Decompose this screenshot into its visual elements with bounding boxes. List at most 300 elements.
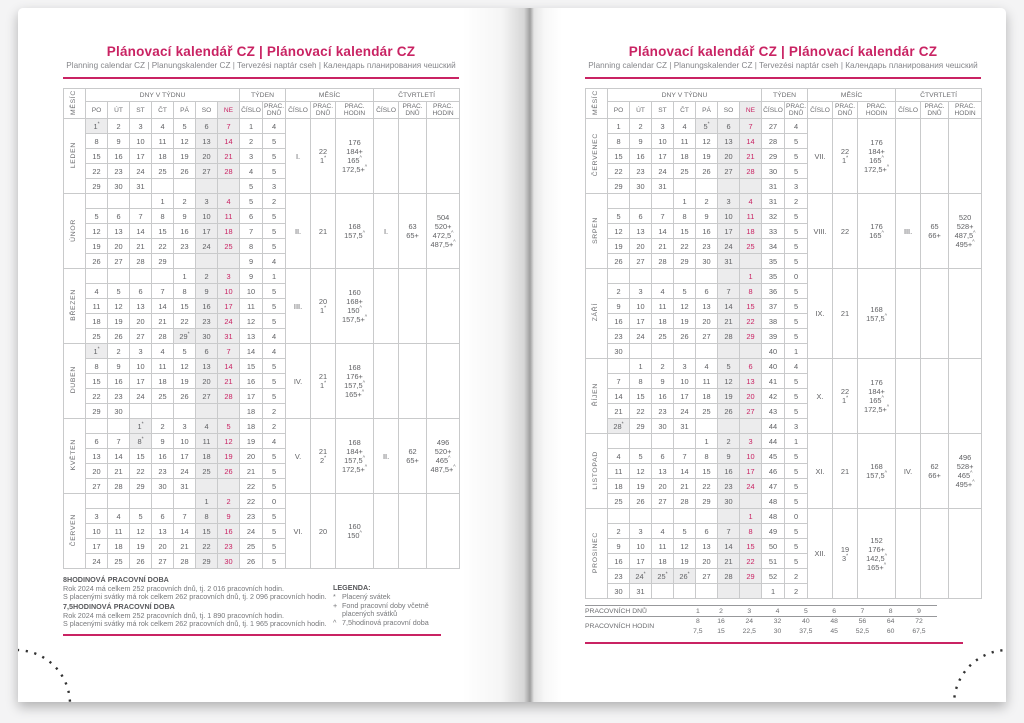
- week-workdays-cell: 5: [785, 164, 808, 179]
- day-cell: 30: [652, 419, 674, 434]
- legend-symbol: ^: [333, 618, 337, 628]
- day-cell: 17: [740, 464, 762, 479]
- workhours-8h-value: 40: [802, 618, 810, 626]
- day-cell: 14: [108, 449, 130, 464]
- week-workdays-cell: 5: [785, 404, 808, 419]
- week-workdays-cell: 5: [263, 224, 286, 239]
- week-number-cell: 47: [762, 479, 785, 494]
- days-of-week-group-header: DNY V TÝDNU: [86, 89, 240, 102]
- quarter-number-cell: [374, 119, 399, 194]
- week-number-cell: 51: [762, 554, 785, 569]
- day-cell: 14: [652, 224, 674, 239]
- quarter-workdays-cell: 65 66+: [921, 194, 949, 269]
- day-cell: 14: [130, 224, 152, 239]
- workhours-8h-value: 72: [915, 618, 923, 626]
- page-subtitle: Planning calendar CZ | Planungskalender CZ | Tervezési naptár cseh | Календарь планирования чешский: [66, 61, 456, 70]
- week-workdays-cell: 1: [263, 269, 286, 284]
- day-cell: 27: [652, 494, 674, 509]
- week-number-cell: 18: [240, 404, 263, 419]
- day-cell: 16: [608, 314, 630, 329]
- day-cell: 14: [718, 299, 740, 314]
- day-cell: 4: [652, 524, 674, 539]
- quarter-workhours-cell: [427, 344, 460, 419]
- week-workdays-cell: 2: [785, 569, 808, 584]
- day-cell: 30: [196, 329, 218, 344]
- day-cell: 1: [696, 434, 718, 449]
- month-workdays-cell: 21 2*: [311, 419, 336, 494]
- day-header: ÚT: [108, 102, 130, 119]
- day-header: PÁ: [174, 102, 196, 119]
- day-cell: 25: [108, 554, 130, 569]
- day-cell: 21: [718, 314, 740, 329]
- day-cell: 24: [86, 554, 108, 569]
- day-cell: 1*: [86, 344, 108, 359]
- workdays-value: 9: [901, 606, 937, 617]
- day-cell: [718, 419, 740, 434]
- quarter-workdays-cell: 62 65+: [399, 419, 427, 494]
- title-rule: [585, 77, 981, 79]
- day-cell: 30: [630, 179, 652, 194]
- day-cell: 13: [152, 524, 174, 539]
- day-cell: [152, 269, 174, 284]
- month-workdays-cell: 21: [833, 269, 858, 359]
- day-header: SO: [718, 102, 740, 119]
- day-cell: 3: [630, 524, 652, 539]
- day-cell: 1: [608, 119, 630, 134]
- month-number-cell: IX.: [808, 269, 833, 359]
- sub-header: ČÍSLO: [286, 102, 311, 119]
- day-cell: 27: [196, 164, 218, 179]
- day-cell: 29: [740, 329, 762, 344]
- day-cell: 16: [218, 524, 240, 539]
- day-cell: [108, 494, 130, 509]
- day-cell: 24: [218, 314, 240, 329]
- week-number-cell: 52: [762, 569, 785, 584]
- quarter-group-header: ČTVRTLETÍ: [374, 89, 460, 102]
- week-number-cell: 1: [762, 584, 785, 599]
- day-cell: 26: [174, 389, 196, 404]
- day-cell: 16: [718, 464, 740, 479]
- day-cell: 8: [608, 134, 630, 149]
- day-cell: [174, 494, 196, 509]
- week-number-cell: 39: [762, 329, 785, 344]
- day-cell: 13: [196, 359, 218, 374]
- month-number-cell: II.: [286, 194, 311, 269]
- day-cell: 5: [718, 359, 740, 374]
- day-cell: 4: [196, 419, 218, 434]
- week-workdays-cell: 5: [263, 464, 286, 479]
- workhours-8h-value: 48: [830, 618, 838, 626]
- day-cell: 28: [218, 164, 240, 179]
- day-cell: 29: [130, 479, 152, 494]
- day-cell: 14: [174, 524, 196, 539]
- week-workdays-cell: 2: [263, 419, 286, 434]
- quarter-workdays-cell: 63 65+: [399, 194, 427, 269]
- day-cell: 19: [174, 149, 196, 164]
- day-cell: 25: [652, 329, 674, 344]
- week-workdays-cell: 5: [263, 524, 286, 539]
- sub-header: ČÍSLO: [374, 102, 399, 119]
- day-cell: 20: [196, 149, 218, 164]
- day-cell: 12: [86, 224, 108, 239]
- day-cell: 16: [174, 224, 196, 239]
- day-cell: [86, 194, 108, 209]
- day-cell: 26: [108, 329, 130, 344]
- day-cell: 28: [174, 554, 196, 569]
- legend-symbol: *: [333, 591, 336, 601]
- day-cell: 3: [674, 359, 696, 374]
- day-cell: [630, 194, 652, 209]
- quarter-workhours-cell: [427, 269, 460, 344]
- sub-header: PRAC. DNŮ: [399, 102, 427, 119]
- footer-line: Rok 2024 má celkem 252 pracovních dnů, tj. 1 890 pracovních hodin.: [63, 610, 284, 620]
- day-cell: 23: [608, 329, 630, 344]
- day-cell: 20: [196, 374, 218, 389]
- day-cell: 21: [130, 239, 152, 254]
- week-workdays-cell: 2: [263, 194, 286, 209]
- day-cell: 16: [108, 374, 130, 389]
- workdays-value: 1: [685, 606, 711, 617]
- day-cell: 30: [696, 254, 718, 269]
- week-workdays-cell: 5: [263, 509, 286, 524]
- day-cell: 23: [152, 464, 174, 479]
- day-cell: 12: [174, 134, 196, 149]
- day-cell: 25: [740, 239, 762, 254]
- month-group-header: MĚSÍC: [286, 89, 374, 102]
- day-cell: 22: [608, 164, 630, 179]
- day-cell: 23: [652, 404, 674, 419]
- legend-text: 7,5hodinová pracovní doba: [342, 618, 429, 628]
- day-cell: 8: [740, 524, 762, 539]
- working-hours-summary: [585, 605, 981, 637]
- month-name: ČERVENEC: [586, 119, 608, 194]
- day-cell: 17: [86, 539, 108, 554]
- legend-title: LEGENDA:: [333, 583, 371, 592]
- week-workdays-cell: 5: [785, 389, 808, 404]
- day-cell: 18: [608, 479, 630, 494]
- day-cell: 18: [652, 314, 674, 329]
- day-cell: 2: [218, 494, 240, 509]
- workdays-row: [585, 606, 937, 617]
- day-cell: 1: [674, 194, 696, 209]
- day-cell: 20: [108, 239, 130, 254]
- day-cell: [196, 254, 218, 269]
- week-number-cell: 20: [240, 449, 263, 464]
- day-cell: 8: [696, 449, 718, 464]
- quarter-workhours-cell: [427, 119, 460, 194]
- week-workdays-cell: 5: [263, 299, 286, 314]
- quarter-workdays-cell: [921, 269, 949, 359]
- week-workdays-cell: 4: [263, 119, 286, 134]
- day-cell: 4: [108, 509, 130, 524]
- day-cell: 28: [652, 254, 674, 269]
- day-cell: 24: [630, 329, 652, 344]
- day-cell: 17: [652, 149, 674, 164]
- week-workdays-cell: 1: [785, 434, 808, 449]
- day-cell: [696, 584, 718, 599]
- day-cell: 13: [630, 224, 652, 239]
- day-cell: 17: [718, 224, 740, 239]
- week-workdays-cell: 5: [263, 134, 286, 149]
- week-row: [64, 194, 460, 209]
- day-cell: 21: [718, 554, 740, 569]
- day-cell: 30: [608, 584, 630, 599]
- month-workdays-cell: 21: [311, 194, 336, 269]
- day-cell: 22: [630, 404, 652, 419]
- quarter-number-cell: [374, 344, 399, 419]
- week-number-cell: 22: [240, 479, 263, 494]
- day-cell: 2: [652, 359, 674, 374]
- week-workdays-cell: 5: [785, 254, 808, 269]
- legend-item: [333, 619, 460, 628]
- day-cell: 4: [152, 344, 174, 359]
- day-cell: 19: [174, 374, 196, 389]
- week-workdays-cell: 5: [263, 554, 286, 569]
- day-cell: [218, 179, 240, 194]
- day-cell: 12: [696, 134, 718, 149]
- day-cell: 31: [630, 584, 652, 599]
- week-workdays-cell: 4: [263, 434, 286, 449]
- corner-perforation-dots-left: [18, 634, 86, 702]
- week-number-cell: 42: [762, 389, 785, 404]
- quarter-workhours-cell: 504 520+ 472,5^ 487,5+^: [427, 194, 460, 269]
- day-cell: 2: [696, 194, 718, 209]
- day-cell: 5: [108, 284, 130, 299]
- day-cell: 18: [196, 449, 218, 464]
- day-cell: 5: [130, 509, 152, 524]
- day-cell: [718, 584, 740, 599]
- week-workdays-cell: 5: [785, 449, 808, 464]
- day-cell: 10: [218, 284, 240, 299]
- day-cell: 3: [86, 509, 108, 524]
- day-cell: 17: [174, 449, 196, 464]
- day-cell: 6: [630, 209, 652, 224]
- day-cell: 12: [608, 224, 630, 239]
- day-cell: 11: [218, 209, 240, 224]
- week-group-header: TÝDEN: [240, 89, 286, 102]
- week-number-cell: 28: [762, 134, 785, 149]
- month-name: SRPEN: [586, 194, 608, 269]
- week-workdays-cell: 0: [785, 509, 808, 524]
- sub-header: PRAC. DNŮ: [785, 103, 807, 117]
- week-number-cell: 36: [762, 284, 785, 299]
- day-cell: 14: [218, 359, 240, 374]
- day-cell: 22: [740, 554, 762, 569]
- day-cell: 27: [108, 254, 130, 269]
- day-cell: 9: [652, 374, 674, 389]
- day-cell: 10: [630, 539, 652, 554]
- week-row: [64, 419, 460, 434]
- day-cell: 3: [718, 194, 740, 209]
- day-cell: [696, 179, 718, 194]
- day-cell: [652, 269, 674, 284]
- day-cell: 6: [108, 209, 130, 224]
- week-number-cell: 7: [240, 224, 263, 239]
- day-cell: 24: [718, 239, 740, 254]
- day-cell: 17: [630, 554, 652, 569]
- month-workdays-cell: 22 1*: [311, 119, 336, 194]
- day-cell: 9: [696, 209, 718, 224]
- day-cell: 14: [218, 134, 240, 149]
- quarter-workdays-cell: [921, 119, 949, 194]
- day-cell: 1*: [86, 119, 108, 134]
- month-workhours-cell: 168 157,5^: [858, 434, 896, 509]
- day-cell: 9: [174, 209, 196, 224]
- sub-header: PRAC. DNŮ: [921, 102, 949, 119]
- day-cell: 1: [630, 359, 652, 374]
- quarter-workhours-cell: 520 528+ 487,5^ 495+^: [949, 194, 982, 269]
- week-number-cell: 12: [240, 314, 263, 329]
- day-cell: 18: [86, 314, 108, 329]
- week-number-cell: 1: [240, 119, 263, 134]
- day-cell: [608, 194, 630, 209]
- day-cell: 24: [174, 464, 196, 479]
- week-group-header: TÝDEN: [762, 89, 808, 102]
- quarter-workdays-cell: [921, 359, 949, 434]
- day-cell: 18: [674, 149, 696, 164]
- day-cell: 29: [674, 254, 696, 269]
- sub-header: PRAC. HODIN: [858, 102, 896, 119]
- day-cell: 2: [108, 119, 130, 134]
- day-cell: 23: [218, 539, 240, 554]
- day-cell: 21: [218, 149, 240, 164]
- day-cell: 19: [718, 389, 740, 404]
- day-cell: 6: [696, 284, 718, 299]
- day-cell: [674, 584, 696, 599]
- day-cell: 4: [740, 194, 762, 209]
- workhours-8h-value: 24: [745, 618, 754, 626]
- day-cell: 21: [652, 239, 674, 254]
- week-number-cell: 35: [762, 254, 785, 269]
- week-number-cell: 48: [762, 494, 785, 509]
- day-cell: 22: [696, 479, 718, 494]
- day-cell: 29: [740, 569, 762, 584]
- day-cell: 19: [130, 539, 152, 554]
- week-number-cell: 10: [240, 284, 263, 299]
- day-cell: 1: [740, 269, 762, 284]
- week-workdays-cell: 0: [263, 494, 286, 509]
- quarter-workhours-cell: [427, 494, 460, 569]
- day-cell: 12: [218, 434, 240, 449]
- day-cell: 30: [152, 479, 174, 494]
- week-workdays-cell: 1: [785, 344, 808, 359]
- week-row: [586, 269, 982, 284]
- workhours-7-5h-value: 15: [717, 628, 725, 635]
- day-cell: [696, 509, 718, 524]
- day-cell: 2: [152, 419, 174, 434]
- day-cell: 17: [674, 389, 696, 404]
- day-cell: [196, 179, 218, 194]
- day-cell: 17: [130, 149, 152, 164]
- quarter-workdays-cell: [399, 494, 427, 569]
- sub-header: PRAC. HODIN: [336, 102, 374, 119]
- week-workdays-cell: 4: [263, 344, 286, 359]
- day-cell: 4: [674, 119, 696, 134]
- day-cell: 17: [196, 224, 218, 239]
- day-cell: 29: [696, 494, 718, 509]
- day-cell: 2: [108, 344, 130, 359]
- quarter-workhours-cell: 496 528+ 465^ 495+^: [949, 434, 982, 509]
- day-cell: 27: [740, 404, 762, 419]
- quarter-workhours-cell: [949, 119, 982, 194]
- week-workdays-cell: 4: [785, 119, 808, 134]
- day-cell: 25: [696, 404, 718, 419]
- workhours-7-5h-value: 37,5: [799, 628, 813, 635]
- day-cell: 15: [152, 224, 174, 239]
- week-workdays-cell: 5: [785, 374, 808, 389]
- week-number-cell: 5: [240, 179, 263, 194]
- day-cell: 12: [630, 464, 652, 479]
- quarter-number-cell: II.: [374, 419, 399, 494]
- month-number-cell: VII.: [808, 119, 833, 194]
- page-title: Plánovací kalendář CZ | Plánovací kalendár CZ: [106, 44, 416, 59]
- legend-text: Fond pracovní doby včetně placených svátků: [342, 600, 429, 619]
- day-cell: [740, 494, 762, 509]
- day-cell: 24: [130, 164, 152, 179]
- quarter-number-cell: I.: [374, 194, 399, 269]
- workhours-8h-value: 64: [886, 618, 895, 626]
- day-cell: 31: [718, 254, 740, 269]
- week-workdays-cell: 5: [785, 239, 808, 254]
- day-cell: 15: [740, 539, 762, 554]
- day-cell: 15: [740, 299, 762, 314]
- quarter-workhours-cell: 496 520+ 465^ 487,5+^: [427, 419, 460, 494]
- day-cell: 13: [130, 299, 152, 314]
- month-workhours-cell: 168 176+ 157,5^ 165+^: [336, 344, 374, 419]
- day-cell: 26: [218, 464, 240, 479]
- day-cell: 26: [174, 164, 196, 179]
- day-cell: [218, 479, 240, 494]
- day-cell: 26: [608, 254, 630, 269]
- day-cell: [718, 179, 740, 194]
- day-cell: 11: [608, 464, 630, 479]
- day-cell: 13: [718, 134, 740, 149]
- day-cell: 28: [718, 329, 740, 344]
- day-cell: 20: [740, 389, 762, 404]
- quarter-number-cell: [896, 269, 921, 359]
- day-cell: 15: [630, 389, 652, 404]
- day-header: PO: [608, 102, 630, 119]
- month-number-cell: III.: [286, 269, 311, 344]
- day-cell: 15: [608, 149, 630, 164]
- day-cell: 11: [740, 209, 762, 224]
- day-cell: 25: [608, 494, 630, 509]
- page-right: [512, 8, 1006, 702]
- day-cell: 11: [196, 434, 218, 449]
- month-workdays-cell: 22: [833, 194, 858, 269]
- month-workdays-cell: 20: [311, 494, 336, 569]
- day-cell: 12: [718, 374, 740, 389]
- day-cell: 18: [152, 149, 174, 164]
- week-number-cell: 46: [762, 464, 785, 479]
- day-cell: 8: [152, 209, 174, 224]
- day-cell: 7: [652, 209, 674, 224]
- day-cell: [696, 269, 718, 284]
- day-cell: 13: [652, 464, 674, 479]
- day-header: ST: [130, 102, 152, 119]
- month-number-cell: VI.: [286, 494, 311, 569]
- month-number-cell: IV.: [286, 344, 311, 419]
- day-cell: 31: [174, 479, 196, 494]
- day-cell: 22: [86, 164, 108, 179]
- day-cell: 9: [108, 359, 130, 374]
- week-number-cell: 5: [240, 194, 263, 209]
- sub-header: ČÍSLO: [240, 102, 263, 119]
- week-workdays-cell: 5: [785, 494, 808, 509]
- day-cell: [108, 194, 130, 209]
- week-workdays-cell: 3: [785, 179, 808, 194]
- day-cell: 6: [152, 509, 174, 524]
